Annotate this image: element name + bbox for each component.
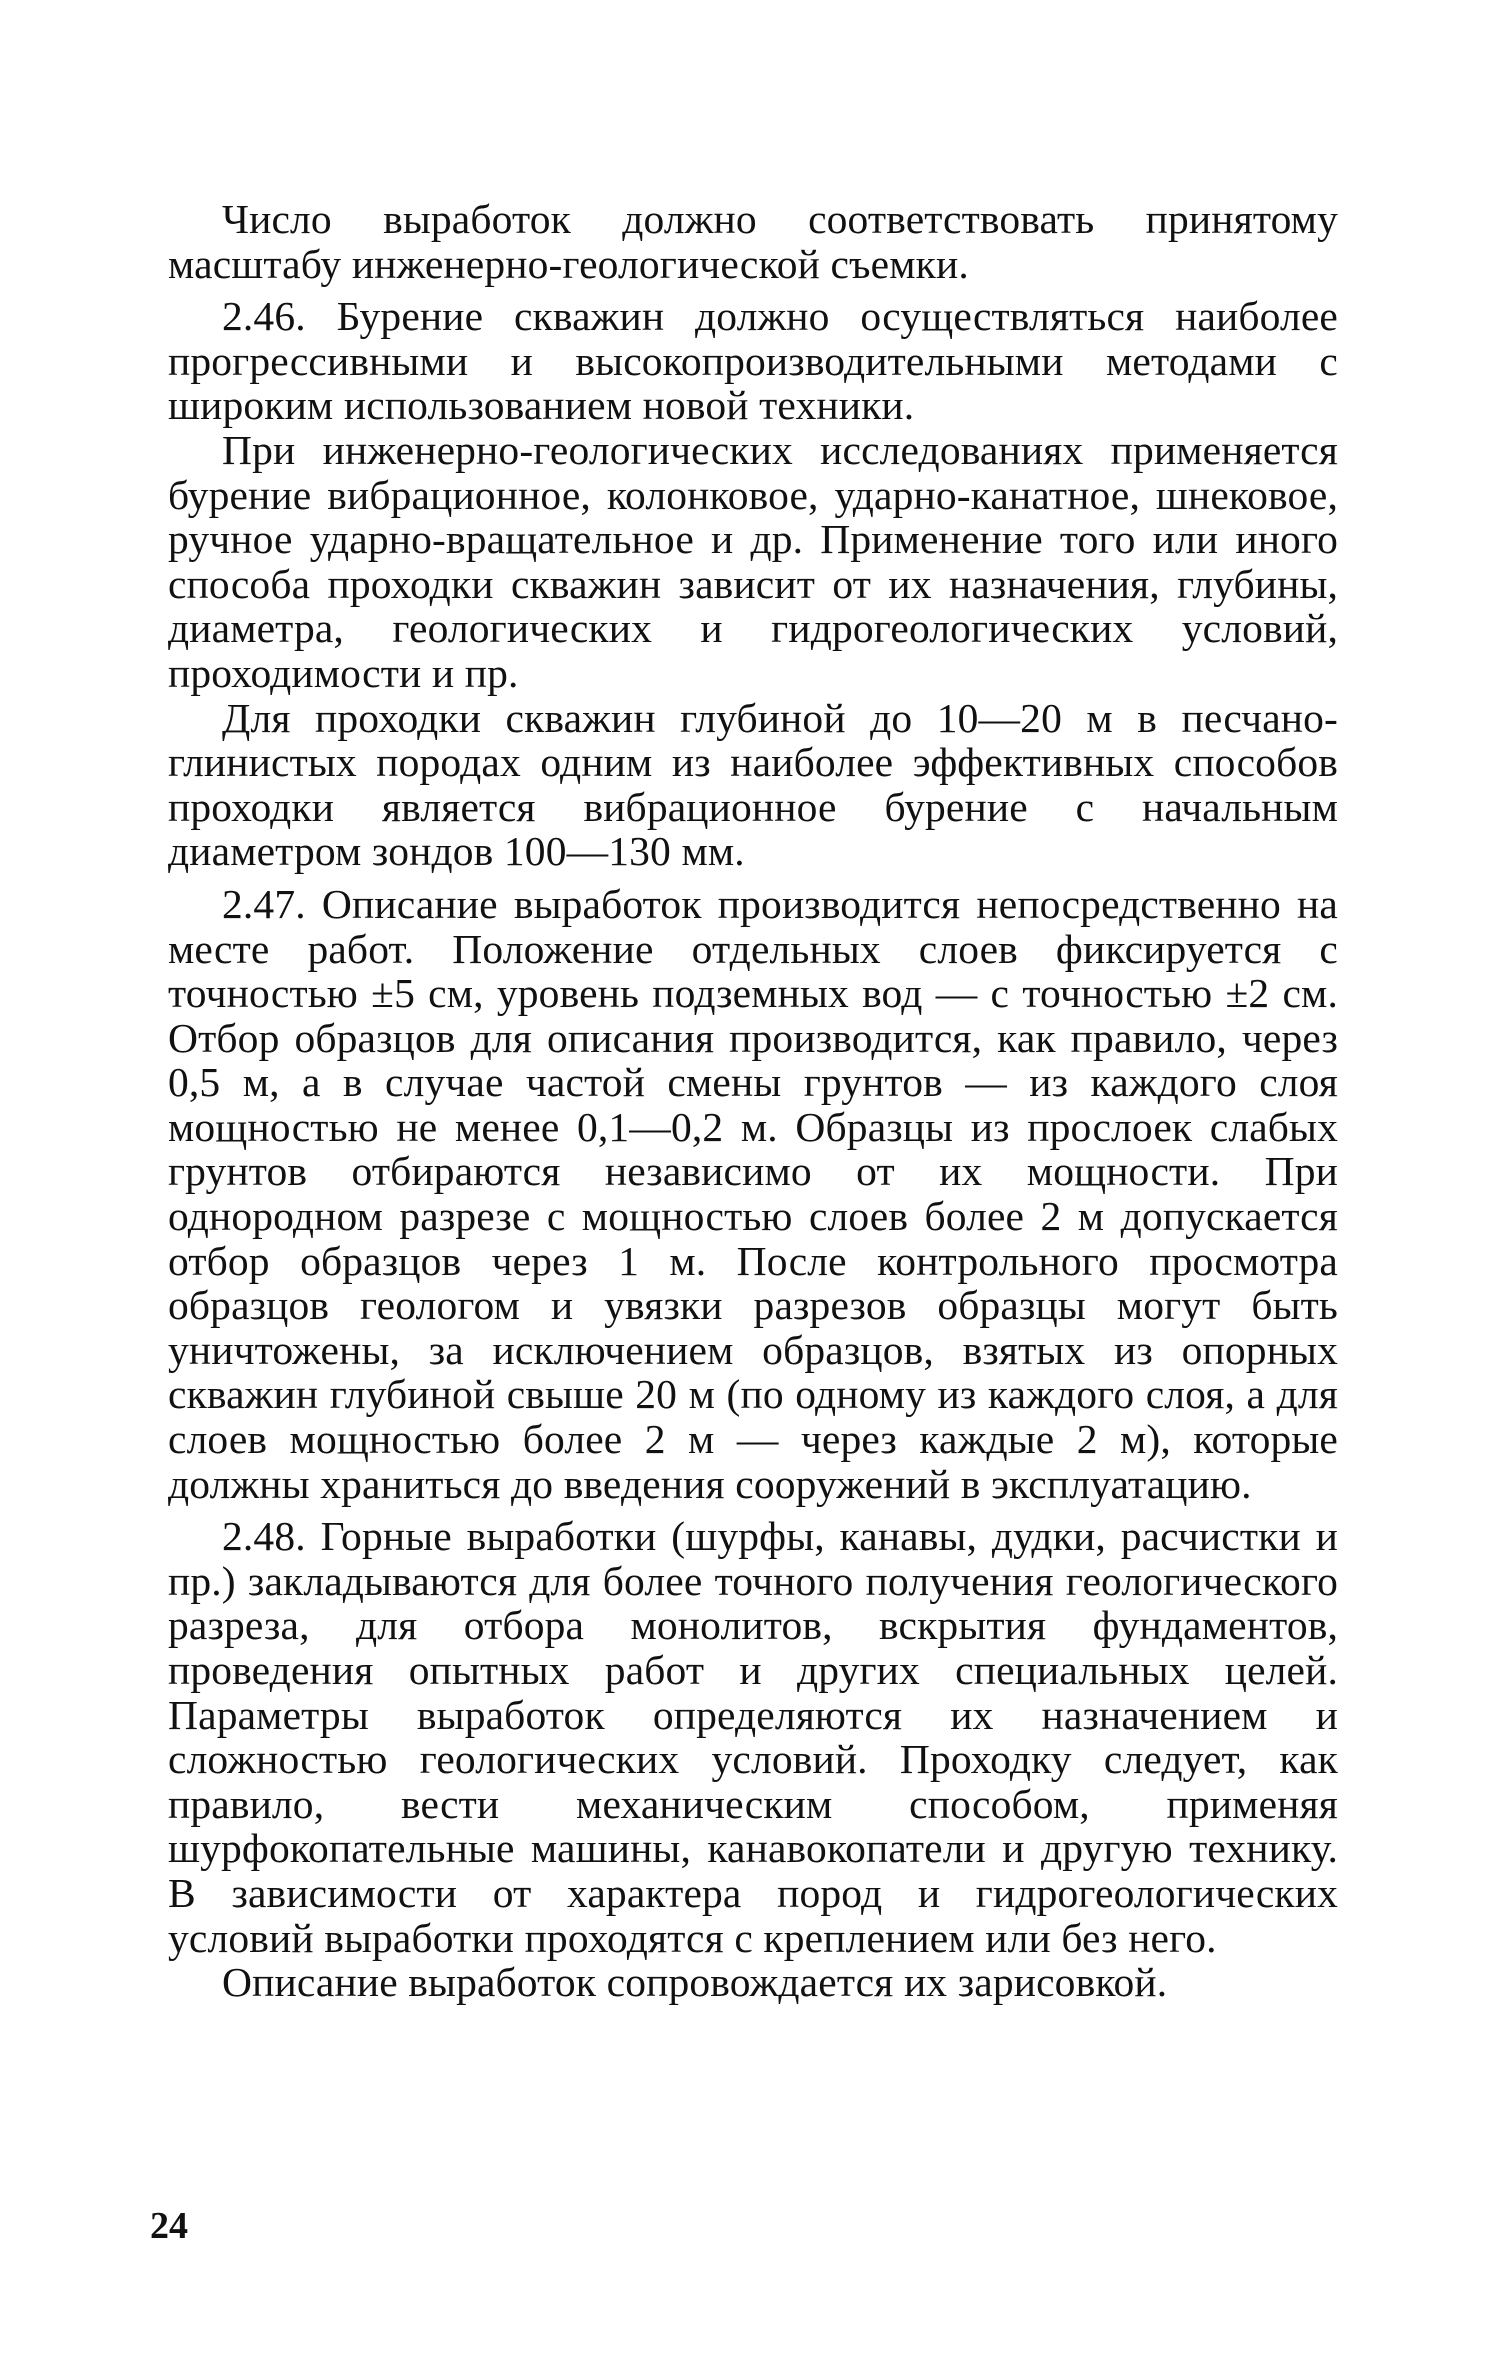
page-number: 24 bbox=[150, 2205, 188, 2247]
paragraph-vibration-drilling: Для проходки скважин глубиной до 10—20 м в песчано-глинистых породах одним из наиболее эффективных способов проходки является вибрационное бурение с начальным диаметром зондов 100—130 мм. bbox=[168, 694, 1338, 875]
paragraph-2-47-description: 2.47. Описание выработок производится непосредственно на месте работ. Положение отдельных слоев фиксируется с точностью ±5 см, уровень подземных вод — с точностью ±2 см. Отбор образцов для описания производится, как правило, через 0,5 м, а в случае частой смены грунтов — из каждого слоя мощностью не менее 0,1—0,2 м. Образцы из прослоек слабых грунтов отбираются независимо от их мощности. При однородном разрезе с мощностью слоев более 2 м допускается отбор образцов через 1 м. После контрольного просмотра образцов геологом и увязки разрезов образцы могут быть уничтожены, за исключением образцов, взятых из опорных скважин глубиной свыше 20 м (по одному из каждого слоя, а для слоев мощностью более 2 м — через каждые 2 м), которые должны храниться до введения сооружений в эксплуатацию. bbox=[168, 880, 1338, 1507]
paragraph-sketch: Описание выработок сопровождается их зарисовкой. bbox=[222, 1959, 1168, 2006]
body-text bbox=[168, 197, 1338, 2005]
paragraph-drilling-methods: При инженерно-геологических исследованиях применяется бурение вибрационное, колонковое, ударно-канатное, шнековое, ручное ударно-вращательное и др. Применение того или иного способа проходки скважин зависит от их назначения, глубины, диаметра, геологических и гидрогеологических условий, проходимости и пр. bbox=[168, 426, 1338, 696]
paragraph-2-46-drilling: 2.46. Бурение скважин должно осуществляться наиболее прогрессивными и высокопроизводительными методами с широким использованием новой техники. bbox=[168, 293, 1338, 429]
paragraph-sample-count: Число выработок должно соответствовать принятому масштабу инженерно-геологической съемки. bbox=[168, 196, 1338, 287]
paragraph-2-48-mine-workings: 2.48. Горные выработки (шурфы, канавы, дудки, расчистки и пр.) закладываются для более точного получения геологического разреза, для отбора монолитов, вскрытия фундаментов, проведения опытных работ и других специальных целей. Параметры выработок определяются их назначением и сложностью геологических условий. Проходку следует, как правило, вести механическим способом, применяя шурфокопательные машины, канавокопатели и другую технику. В зависимости от характера пород и гидрогеологических условий выработки проходятся с креплением или без него. bbox=[168, 1513, 1338, 1961]
